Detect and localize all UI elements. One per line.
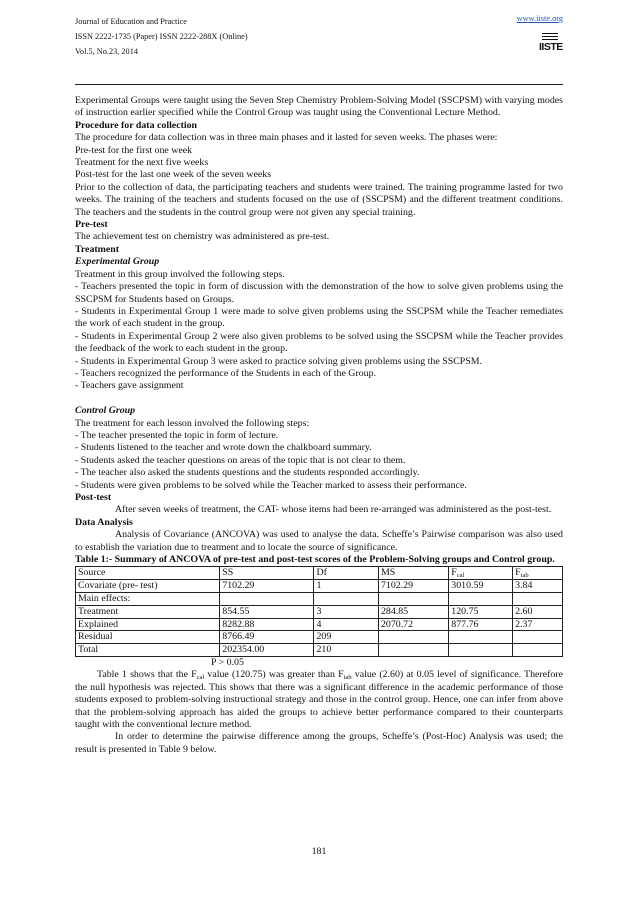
subscript-cal: cal [196, 674, 205, 682]
list-item: - The teacher presented the topic in form of lecture. [75, 429, 279, 441]
table-cell: 3.84 [513, 580, 563, 593]
table-cell [378, 631, 448, 644]
list-item: - Teachers recognized the performance of the Students in each of the Group. [75, 367, 377, 379]
table-cell: 7102.29 [220, 580, 314, 593]
table-cell: 8282.88 [220, 618, 314, 631]
header-sub-tab: tab [520, 572, 529, 580]
list-item: - Students in Experimental Group 2 were also given problems to be solved using the SSCPSM while the Teacher provides the feedback of the work to each student in the group. [75, 330, 563, 355]
table-cell: Total [76, 644, 220, 657]
table-row [76, 618, 563, 631]
table-cell: 7102.29 [378, 580, 448, 593]
list-item: - Students listened to the teacher and wrote down the chalkboard summary. [75, 442, 372, 454]
table-cell: 120.75 [449, 605, 513, 618]
table-header-cell [449, 567, 513, 580]
table-cell: 2070.72 [378, 618, 448, 631]
intro-paragraph: Experimental Groups were taught using the Seven Step Chemistry Problem-Solving Model (SSCPSM) with varying modes of instruction earlier specified while the Control Group was taught using the Conventional Lecture Method. [75, 95, 563, 119]
discussion-text: Table 1 shows that the F [97, 669, 197, 681]
table-cell [449, 644, 513, 657]
table-cell [449, 593, 513, 606]
header-f: F [515, 567, 521, 579]
table-cell: Residual [76, 631, 220, 644]
discussion-text: value (120.75) was greater than F [204, 669, 344, 681]
table-header-cell: MS [378, 567, 448, 580]
table-cell: 2.60 [513, 605, 563, 618]
table-cell: 3010.59 [449, 580, 513, 593]
table-header-row [76, 567, 563, 580]
list-item: - Students in Experimental Group 3 were asked to practice solving given problems using the SSCPSM. [75, 355, 483, 367]
table-cell: Covariate (pre- test) [76, 580, 220, 593]
table-header-cell: Source [76, 567, 220, 580]
table-cell: 854.55 [220, 605, 314, 618]
discussion-text: value (2.60) at 0.05 level of significance. Therefore the null hypothesis was rejected. This shows that there was a significant difference in the academic performance of those students exposed to problem-solving instructional strategy and those in the control group. Hence, one can infer from above that the problem-solving approach has aided the groups to achieve better performance compared to their counterparts taught with the conventional lecture method. [75, 669, 563, 731]
table-cell [513, 631, 563, 644]
table-cell: Explained [76, 618, 220, 631]
table-cell: 8766.49 [220, 631, 314, 644]
heading-procedure: Procedure for data collection [75, 119, 198, 131]
table-cell [513, 593, 563, 606]
table-cell [378, 593, 448, 606]
table-cell: 209 [314, 631, 378, 644]
table-cell: Main effects: [76, 593, 220, 606]
phase-item: Pre-test for the first one week [75, 144, 193, 156]
table-cell: 284.85 [378, 605, 448, 618]
table-row [76, 631, 563, 644]
list-item: - Teachers presented the topic in form of discussion with the demonstration of the how to solve given problems using the SSCPSM for Students based on Groups. [75, 281, 563, 305]
page-number: 181 [311, 846, 327, 857]
list-item: - Teachers gave assignment [75, 380, 184, 392]
table-cell [220, 593, 314, 606]
table-cell: 202354.00 [220, 644, 314, 657]
pretest-paragraph: The achievement test on chemistry was administered as pre-test. [75, 231, 330, 243]
table-header-cell [513, 567, 563, 580]
list-item: - Students in Experimental Group 1 were made to solve given problems using the SSCPSM while the Teacher remediates the work of each student in the group. [75, 305, 563, 330]
list-item: - Students were given problems to be solved while the Teacher marked to assess their performance. [75, 479, 467, 491]
logo-text: IISTE [539, 41, 563, 53]
table-row [76, 593, 563, 606]
journal-issn: ISSN 2222-1735 (Paper) ISSN 2222-288X (Online) [75, 32, 248, 41]
table-cell: Treatment [76, 605, 220, 618]
table-cell: 3 [314, 605, 378, 618]
iiste-logo [539, 33, 561, 53]
heading-data-analysis: Data Analysis [75, 516, 133, 528]
table-cell [449, 631, 513, 644]
phase-item: Post-test for the last one week of the seven weeks [75, 169, 272, 181]
header-divider [75, 84, 563, 85]
table-row [76, 605, 563, 618]
heading-control-group: Control Group [75, 405, 136, 417]
table-caption: Table 1:- Summary of ANCOVA of pre-test and post-test scores of the Problem-Solving groups and Control group. [75, 554, 555, 566]
table-cell: 2.37 [513, 618, 563, 631]
table-header-cell: Df [314, 567, 378, 580]
significance-note: P > 0.05 [211, 657, 244, 668]
heading-treatment: Treatment [75, 243, 120, 255]
header-f: F [451, 567, 457, 579]
heading-posttest: Post-test [75, 491, 112, 503]
heading-pretest: Pre-test [75, 219, 108, 231]
phase-item: Treatment for the next five weeks [75, 157, 209, 169]
table-row [76, 580, 563, 593]
journal-url-link[interactable]: www.iiste.org [516, 14, 563, 23]
journal-volume: Vol.5, No.23, 2014 [75, 47, 138, 56]
experimental-paragraph: Treatment in this group involved the following steps. [75, 268, 285, 280]
ancova-table [75, 566, 563, 657]
table-cell: 1 [314, 580, 378, 593]
table-header-cell: SS [220, 567, 314, 580]
list-item: - The teacher also asked the students questions and the students responded accordingly. [75, 467, 420, 479]
table-cell [378, 644, 448, 657]
heading-experimental-group: Experimental Group [75, 256, 160, 268]
journal-name: Journal of Education and Practice [75, 17, 187, 26]
posttest-paragraph: After seven weeks of treatment, the CAT- whose items had been re-arranged was administered as the post-test. [115, 504, 552, 516]
table-cell [513, 644, 563, 657]
analysis-paragraph: Analysis of Covariance (ANCOVA) was used to analyse the data. Scheffe’s Pairwise comparison was also used to establish the variation due to treatment and to locate the source of significance. [75, 529, 563, 553]
subscript-tab: tab [343, 674, 352, 682]
posthoc-paragraph: In order to determine the pairwise difference among the groups, Scheffe’s (Post-Hoc) Analysis was used; the result is presented in Table 9 below. [75, 731, 563, 755]
table-cell: 877.76 [449, 618, 513, 631]
header-sub-cal: cal [456, 572, 465, 580]
procedure-paragraph: The procedure for data collection was in three main phases and it lasted for seven weeks. The phases were: [75, 132, 498, 144]
table-cell [314, 593, 378, 606]
discussion-paragraph [75, 669, 563, 731]
list-item: - Students asked the teacher questions on areas of the topic that is not clear to them. [75, 454, 406, 466]
table-cell: 4 [314, 618, 378, 631]
table-cell: 210 [314, 644, 378, 657]
training-paragraph: Prior to the collection of data, the participating teachers and students were trained. The training programme lasted for two weeks. The training of the teachers and students focused on the use of (SSCPSM) and the different treatment conditions. The teachers and the students in the control group were not given any special training. [75, 181, 563, 218]
table-row [76, 644, 563, 657]
article-body [75, 95, 563, 756]
page-header [75, 14, 563, 84]
control-paragraph: The treatment for each lesson involved the following steps: [75, 417, 310, 429]
